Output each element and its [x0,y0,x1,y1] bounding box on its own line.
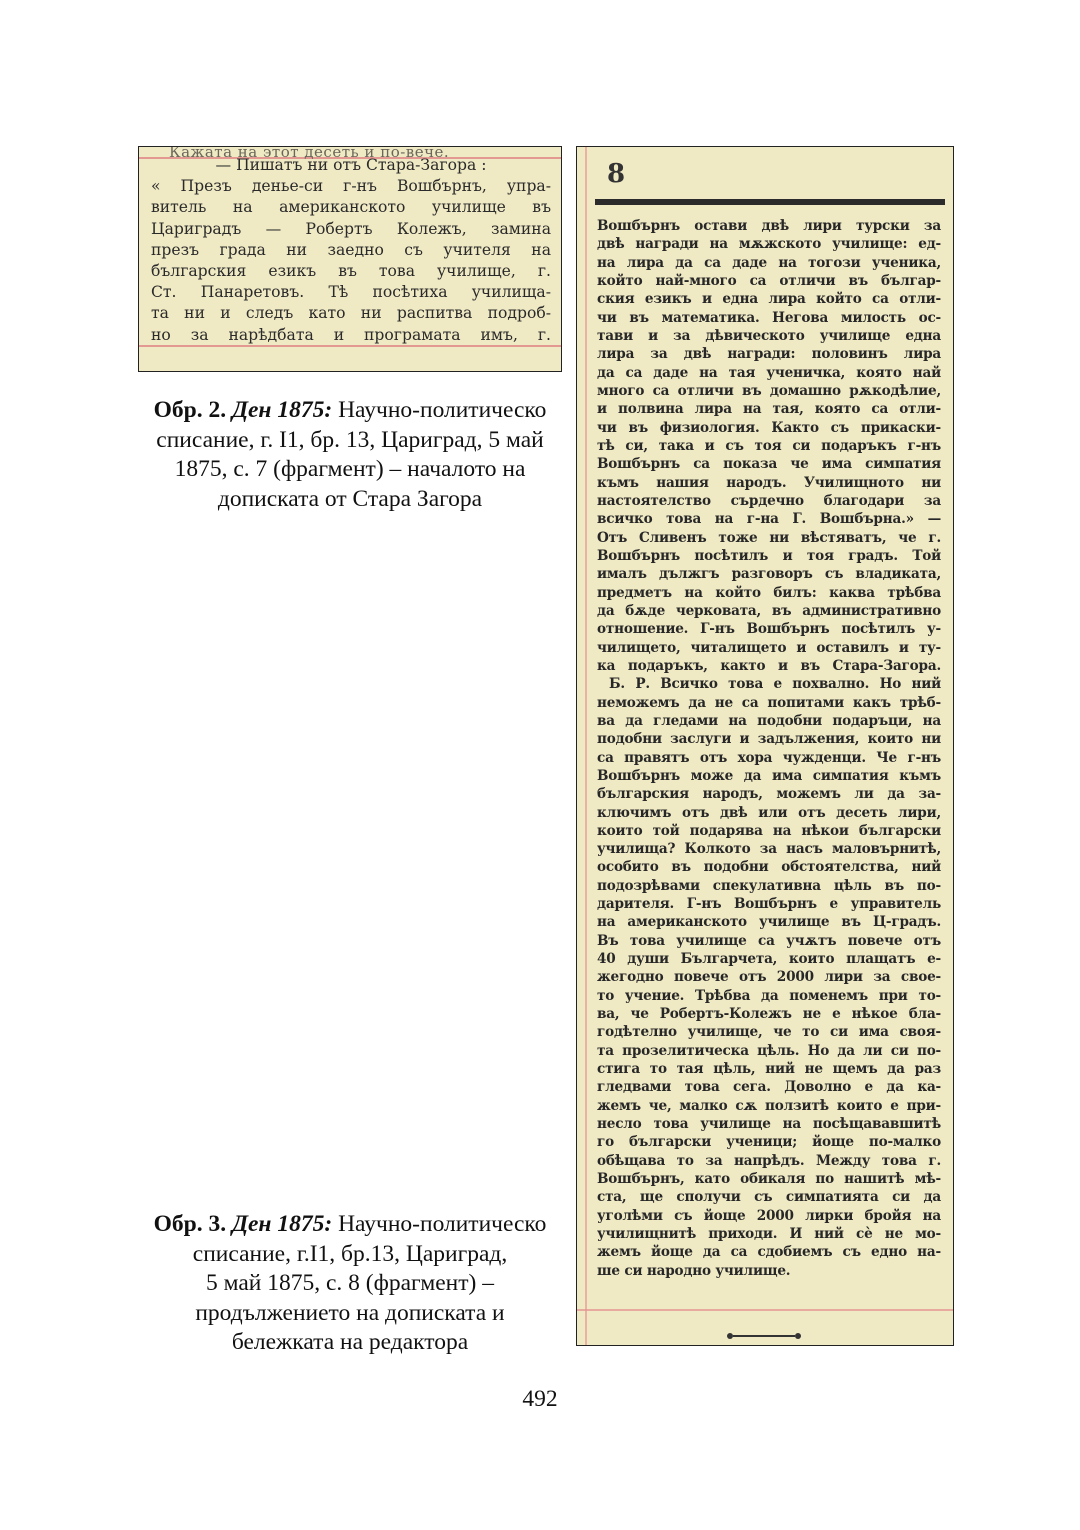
scan-line: обѣщава то за напрѣдъ. Между това г. [597,1152,941,1169]
scan-line: да бѫде черковата, въ административно [597,602,941,619]
scan-line: българския народъ, можемъ ли да за- [597,786,941,803]
scan-line: то учение. Трѣбва да поменемъ при то- [597,987,941,1004]
scan-line: презъ града ни заедно съ учителя на [151,240,551,259]
caption-line: списание, г.I1, бр.13, Цариград, [192,1240,508,1267]
scan-line: който най-много са отличи въ българ- [597,272,941,289]
red-pencil-line [585,147,587,1345]
scan-line: са правятъ отъ хора чужденци. Че г-нъ [597,749,941,766]
figure-2-text [151,155,551,346]
page-number: 492 [522,1386,558,1412]
caption-title: Ден 1875: [231,397,333,423]
scan-line: та прозелитическа цѣль. Но да ли си по- [597,1042,941,1059]
scan-line: тави и за дѣвическото училище една [597,327,941,344]
scan-line: дарителя. Г-нъ Вошбърнъ е управитель [597,896,941,913]
scan-line: ше си народно училище. [597,1262,791,1279]
scan-line: 40 души Българчета, които плащатъ е- [597,951,941,968]
scan-line: Цариградъ — Робертъ Колежъ, замина [151,219,551,238]
scan-line: ва, че Робертъ-Колежъ не е нѣкое бла- [597,1006,941,1023]
scan-line: много са отличи въ домашно рѫкодѣлие, [597,382,941,399]
scan-line: всичко това на г-на Г. Вошбърна.» — [597,511,941,528]
scan-line: Вошбърнъ може да има симпатия къмъ [597,767,941,784]
scan-line: годѣтелно училище, че то си има своя- [597,1024,941,1041]
scan-line: чилището, читалището и оставилъ и ту- [597,639,941,656]
scan-line: чи въ физиология. Както съ прикаски- [597,419,941,436]
scan-line: които той подарява на нѣкои български [597,822,941,839]
scan-page-number: 8 [607,159,626,189]
caption-line: бележката на редактора [231,1329,469,1355]
scan-line: подобни заслуги и задължения, които ни [597,731,941,748]
scan-line: на американското училище въ Ц-градъ. [597,914,941,931]
scan-line: Вошбърнъ посѣтилъ и тоя градъ. Той [597,547,941,564]
scan-line: предметъ на който билъ: каква трѣбва [597,584,941,601]
caption-line: 5 май 1875, с. 8 (фрагмент) – [206,1270,494,1296]
scan-line: витель на американското училище въ [151,198,551,217]
scan-line: подозрѣвами спекулативна цѣль въ по- [597,877,941,894]
scan-line: училища? Колкото за насъ маловърнитѣ, [597,841,941,858]
caption-text: Научно-политическо списание, г. I1, бр. 13, Цариград, 5 май 1875, с. 7 (фрагмент) – началото на дописката от Стара Загора [156,397,547,512]
scan-line: уголѣми съ йоще 2000 лирки бройя на [597,1207,941,1224]
header-rule [595,199,945,205]
caption-label: Обр. 3. [153,1211,227,1237]
caption-line: продължението на дописката и [195,1299,505,1326]
scan-line: Отъ Сливенъ тоже ни вѣстяватъ, че г. [597,529,941,546]
caption-title: Ден 1875: [231,1211,333,1237]
scan-line: Вошбърнъ, като обикаля по нашитѣ мѣ- [597,1171,941,1188]
scan-line: ския езикъ и една лира който са отли- [597,291,941,308]
scan-line: стига то тая цѣль, ний не щемъ да раз [597,1061,941,1078]
scan-line: ключимъ отъ двѣ или отъ десеть лири, [597,804,941,821]
red-pencil-line [577,1309,953,1311]
cut-off-text: Кажата на этот десеть и по-вече. [169,146,450,161]
scan-line: несло това училище на посѣщававшитѣ [597,1116,941,1133]
scan-line: българския езикъ въ това училище, г. [151,262,551,281]
caption-label: Обр. 2. [153,397,227,423]
scan-line: и полвина лира на тая, която са отли- [597,401,941,418]
scan-line: настоятелство сърдечно благодари за [597,492,941,509]
scan-line: ста, ще сполучи съ симпатията си да [597,1189,941,1206]
scan-line: жемъ йоще да са сдобиемъ съ едно на- [597,1244,941,1261]
figure-3-text [597,217,941,1280]
scan-line: неможемъ да не са попитами какъ трѣб- [597,694,941,711]
scan-line: лира за двѣ награди: половинъ лира [597,346,941,363]
scan-line: Вошбърнъ са показа че има симпатия [597,456,941,473]
scan-line: Вошбърнъ остави двѣ лири турски за [597,218,941,234]
scan-line: особито въ подобни обстоятелства, ний [597,859,941,876]
scan-line: Ст. Панаретовъ. Тѣ посѣтиха училища- [151,283,551,302]
scan-line: жемъ че, малко сѫ ползитѣ които е при- [597,1097,941,1114]
scan-line: ка подаръкъ, както и въ Стара-Загора. [597,657,941,674]
scan-line: къмъ нашия народъ. Училищното ни [597,474,941,491]
scan-line: жегодно повече отъ 2000 лири за свое- [597,969,941,986]
scan-line: — Пишатъ ни отъ Стара-Загора : [215,156,487,174]
scan-line: ва да гледами на подобни подаръци, на [597,712,941,729]
scan-line: Въ това училище са учѫтъ повече отъ [597,932,941,949]
figure-3-scan [576,146,954,1346]
scan-line: училищнитѣ приходи. И ний сѐ не мо- [597,1226,941,1243]
figure-2-caption [132,396,568,514]
caption-line [132,1210,568,1240]
scan-line: го български ученици; йоще по-малко [597,1134,941,1151]
scan-line: та ни и следъ като ни распитва подроб- [151,304,551,323]
end-ornament [733,1335,795,1337]
scan-line: да са даде на тая ученичка, която най [597,364,941,381]
figure-3-caption [132,1210,568,1358]
figure-2-scan [138,146,562,372]
scan-line: отношение. Г-нъ Вошбърнъ посѣтилъ у- [597,621,941,638]
scan-line: чи въ математика. Негова милость ос- [597,309,941,326]
scan-line: гледвами това сега. Доволно е да ка- [597,1079,941,1096]
scan-line: двѣ награди на мѫжското училище: ед- [597,236,941,253]
scan-line: « Презъ деньe-си г-нъ Вошбърнъ, упра- [151,177,551,196]
scan-line: на лира да са даде на тогози ученика, [597,254,941,271]
scan-line: ималъ дължгъ разговоръ съ владиката, [597,566,941,583]
caption-text: Научно-политическо [338,1211,547,1237]
scan-line: Б. Р. Всичко това е похвално. Но ний [609,676,941,693]
scan-line: но за нарѣдбата и програмата имъ, г. [151,325,551,344]
scan-line: тѣ си, така и съ тоя си подаръкъ г-нъ [597,437,941,454]
